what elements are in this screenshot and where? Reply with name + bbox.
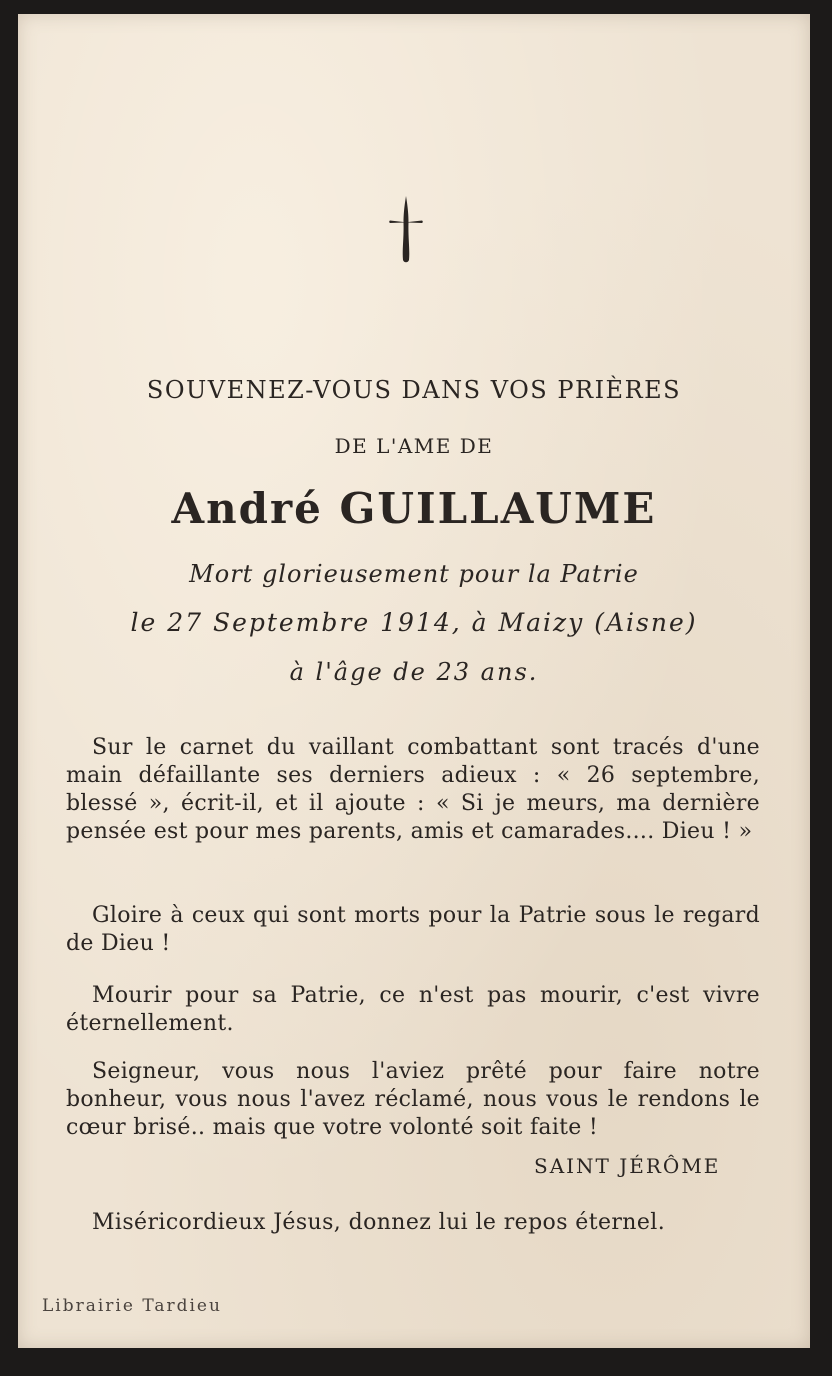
death-date-place: le 27 Septembre 1914, à Maizy (Aisne) [130,608,698,637]
quote-attribution: SAINT JÉRÔME [534,1154,721,1178]
age-at-death: à l'âge de 23 ans. [289,658,539,686]
printer-imprint: Librairie Tardieu [42,1296,222,1316]
paragraph-dying-for-country: Mourir pour sa Patrie, ce n'est pas mourir, c'est vivre éternellement. [66,983,760,1036]
paragraph-glory: Gloire à ceux qui sont morts pour la Patrie sous le regard de Dieu ! [66,903,760,956]
closing-prayer: Miséricordieux Jésus, donnez lui le repos éternel. [92,1210,666,1235]
prayer-subheading: DE L'AME DE [334,434,494,458]
paragraph-lord-prayer: Seigneur, vous nous l'aviez prêté pour faire notre bonheur, vous nous l'avez réclamé, nous vous le rendons le cœur brisé.. mais que votre volonté soit faite ! [66,1059,760,1140]
death-statement: Mort glorieusement pour la Patrie [189,560,639,588]
prayer-heading: SOUVENEZ-VOUS DANS VOS PRIÈRES [146,376,682,404]
deceased-name: André GUILLAUME [171,484,657,533]
cross-icon [386,194,426,264]
paragraph-last-words: Sur le carnet du vaillant combattant sont tracés d'une main défaillante ses derniers adieux : « 26 septembre, blessé », écrit-il, et il ajoute : « Si je meurs, ma dernière pensée est pour mes parents, amis et camarades.... Dieu ! » [66,735,760,844]
memorial-card [18,14,810,1348]
